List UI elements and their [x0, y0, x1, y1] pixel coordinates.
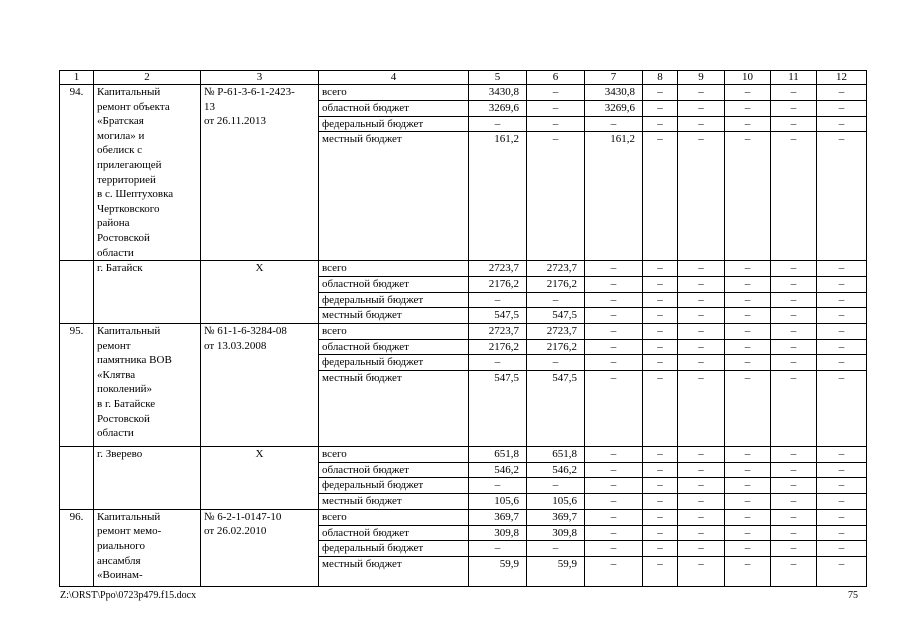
document-reference: № Р-61-3-6-1-2423- 13 от 26.11.2013 [201, 85, 319, 261]
value-cell-col-11: – [771, 308, 817, 324]
value-cell-col-9: – [678, 556, 725, 586]
value-cell-col-12: – [817, 292, 867, 308]
value-cell-col-10: – [725, 308, 771, 324]
value-cell-col-9: – [678, 292, 725, 308]
value-cell-col-9: – [678, 494, 725, 510]
value-cell-col-11: – [771, 85, 817, 101]
funding-source: местный бюджет [319, 556, 469, 586]
value-cell-col-11: – [771, 323, 817, 339]
value-cell-col-8: – [643, 339, 678, 355]
value-cell-col-5: 2723,7 [469, 323, 527, 339]
value-cell-col-8: – [643, 462, 678, 478]
item-number [60, 261, 94, 324]
value-cell-col-6: 2723,7 [527, 323, 585, 339]
funding-source: областной бюджет [319, 525, 469, 541]
value-cell-col-10: – [725, 261, 771, 277]
value-cell-col-8: – [643, 85, 678, 101]
funding-source: федеральный бюджет [319, 116, 469, 132]
value-cell-col-12: – [817, 323, 867, 339]
value-cell-col-8: – [643, 276, 678, 292]
value-cell-col-7: – [585, 355, 643, 371]
value-cell-col-8: – [643, 355, 678, 371]
document-reference: X [201, 447, 319, 510]
value-cell-col-10: – [725, 292, 771, 308]
value-cell-col-11: – [771, 261, 817, 277]
column-header-8: 8 [643, 71, 678, 85]
funding-source: всего [319, 323, 469, 339]
object-name: Капитальный ремонт мемо- риального ансамбля «Воинам- [94, 509, 201, 586]
value-cell-col-12: – [817, 339, 867, 355]
value-cell-col-12: – [817, 525, 867, 541]
value-cell-col-10: – [725, 371, 771, 447]
funding-source: местный бюджет [319, 371, 469, 447]
funding-source: федеральный бюджет [319, 292, 469, 308]
column-header-11: 11 [771, 71, 817, 85]
value-cell-col-7: – [585, 447, 643, 463]
value-cell-col-9: – [678, 478, 725, 494]
value-cell-col-11: – [771, 478, 817, 494]
value-cell-col-7: – [585, 261, 643, 277]
value-cell-col-6: – [527, 85, 585, 101]
value-cell-col-12: – [817, 85, 867, 101]
value-cell-col-8: – [643, 292, 678, 308]
value-cell-col-6: 369,7 [527, 509, 585, 525]
value-cell-col-6: 547,5 [527, 371, 585, 447]
value-cell-col-5: 2176,2 [469, 339, 527, 355]
value-cell-col-7: – [585, 509, 643, 525]
value-cell-col-5: 2723,7 [469, 261, 527, 277]
funding-source: всего [319, 85, 469, 101]
column-header-12: 12 [817, 71, 867, 85]
column-header-3: 3 [201, 71, 319, 85]
value-cell-col-6: 309,8 [527, 525, 585, 541]
value-cell-col-11: – [771, 355, 817, 371]
value-cell-col-6: – [527, 292, 585, 308]
value-cell-col-10: – [725, 132, 771, 261]
value-cell-col-6: 2176,2 [527, 276, 585, 292]
document-reference: № 61-1-6-3284-08 от 13.03.2008 [201, 323, 319, 446]
value-cell-col-11: – [771, 116, 817, 132]
table-body [60, 71, 867, 587]
value-cell-col-8: – [643, 447, 678, 463]
value-cell-col-8: – [643, 323, 678, 339]
value-cell-col-12: – [817, 494, 867, 510]
value-cell-col-10: – [725, 556, 771, 586]
funding-source: местный бюджет [319, 132, 469, 261]
value-cell-col-9: – [678, 85, 725, 101]
value-cell-col-7: – [585, 541, 643, 557]
value-cell-col-11: – [771, 462, 817, 478]
value-cell-col-8: – [643, 132, 678, 261]
value-cell-col-5: 547,5 [469, 308, 527, 324]
value-cell-col-9: – [678, 462, 725, 478]
table-row [60, 323, 867, 339]
value-cell-col-9: – [678, 339, 725, 355]
value-cell-col-6: – [527, 541, 585, 557]
value-cell-col-7: 161,2 [585, 132, 643, 261]
value-cell-col-12: – [817, 261, 867, 277]
value-cell-col-10: – [725, 462, 771, 478]
value-cell-col-8: – [643, 100, 678, 116]
value-cell-col-10: – [725, 478, 771, 494]
column-header-9: 9 [678, 71, 725, 85]
funding-source: областной бюджет [319, 100, 469, 116]
column-header-2: 2 [94, 71, 201, 85]
value-cell-col-9: – [678, 308, 725, 324]
value-cell-col-12: – [817, 355, 867, 371]
value-cell-col-10: – [725, 276, 771, 292]
value-cell-col-11: – [771, 494, 817, 510]
value-cell-col-10: – [725, 323, 771, 339]
value-cell-col-11: – [771, 556, 817, 586]
column-header-4: 4 [319, 71, 469, 85]
value-cell-col-9: – [678, 276, 725, 292]
value-cell-col-8: – [643, 371, 678, 447]
value-cell-col-10: – [725, 85, 771, 101]
value-cell-col-7: – [585, 462, 643, 478]
value-cell-col-7: – [585, 276, 643, 292]
funding-source: всего [319, 509, 469, 525]
value-cell-col-5: 309,8 [469, 525, 527, 541]
value-cell-col-5: – [469, 355, 527, 371]
value-cell-col-7: – [585, 525, 643, 541]
value-cell-col-8: – [643, 261, 678, 277]
funding-source: областной бюджет [319, 339, 469, 355]
value-cell-col-9: – [678, 132, 725, 261]
value-cell-col-5: 547,5 [469, 371, 527, 447]
item-number: 96. [60, 509, 94, 586]
value-cell-col-11: – [771, 276, 817, 292]
column-header-6: 6 [527, 71, 585, 85]
value-cell-col-11: – [771, 100, 817, 116]
value-cell-col-5: 2176,2 [469, 276, 527, 292]
document-reference: X [201, 261, 319, 324]
value-cell-col-6: – [527, 132, 585, 261]
header-row [60, 71, 867, 85]
value-cell-col-7: – [585, 556, 643, 586]
value-cell-col-11: – [771, 371, 817, 447]
value-cell-col-6: – [527, 116, 585, 132]
value-cell-col-5: – [469, 116, 527, 132]
table-row [60, 85, 867, 101]
value-cell-col-9: – [678, 525, 725, 541]
value-cell-col-9: – [678, 355, 725, 371]
value-cell-col-7: 3430,8 [585, 85, 643, 101]
value-cell-col-12: – [817, 447, 867, 463]
value-cell-col-5: 651,8 [469, 447, 527, 463]
value-cell-col-9: – [678, 323, 725, 339]
value-cell-col-8: – [643, 116, 678, 132]
value-cell-col-10: – [725, 494, 771, 510]
value-cell-col-10: – [725, 509, 771, 525]
value-cell-col-8: – [643, 525, 678, 541]
value-cell-col-8: – [643, 509, 678, 525]
funding-source: всего [319, 447, 469, 463]
value-cell-col-10: – [725, 116, 771, 132]
value-cell-col-9: – [678, 100, 725, 116]
value-cell-col-9: – [678, 509, 725, 525]
column-header-10: 10 [725, 71, 771, 85]
table-row [60, 447, 867, 463]
value-cell-col-9: – [678, 371, 725, 447]
value-cell-col-8: – [643, 308, 678, 324]
funding-source: федеральный бюджет [319, 541, 469, 557]
value-cell-col-8: – [643, 556, 678, 586]
item-number: 95. [60, 323, 94, 446]
value-cell-col-9: – [678, 447, 725, 463]
value-cell-col-6: 59,9 [527, 556, 585, 586]
object-name: Капитальный ремонт памятника ВОВ «Клятва поколений» в г. Батайске Ростовской области [94, 323, 201, 446]
value-cell-col-8: – [643, 494, 678, 510]
object-name: Капитальный ремонт объекта «Братская могила» и обелиск с прилегающей территорией в с. Шептуховка Чертковского района Ростовской области [94, 85, 201, 261]
value-cell-col-12: – [817, 541, 867, 557]
value-cell-col-5: 3430,8 [469, 85, 527, 101]
value-cell-col-6: – [527, 478, 585, 494]
value-cell-col-12: – [817, 100, 867, 116]
funding-source: местный бюджет [319, 494, 469, 510]
document-reference: № 6-2-1-0147-10 от 26.02.2010 [201, 509, 319, 586]
value-cell-col-10: – [725, 100, 771, 116]
value-cell-col-6: 105,6 [527, 494, 585, 510]
value-cell-col-11: – [771, 339, 817, 355]
value-cell-col-7: 3269,6 [585, 100, 643, 116]
value-cell-col-12: – [817, 132, 867, 261]
value-cell-col-5: 369,7 [469, 509, 527, 525]
value-cell-col-7: – [585, 371, 643, 447]
value-cell-col-10: – [725, 541, 771, 557]
value-cell-col-12: – [817, 371, 867, 447]
value-cell-col-8: – [643, 541, 678, 557]
value-cell-col-5: – [469, 478, 527, 494]
value-cell-col-6: 2176,2 [527, 339, 585, 355]
funding-source: федеральный бюджет [319, 355, 469, 371]
value-cell-col-5: – [469, 541, 527, 557]
funding-source: областной бюджет [319, 462, 469, 478]
value-cell-col-11: – [771, 541, 817, 557]
value-cell-col-11: – [771, 132, 817, 261]
value-cell-col-5: 161,2 [469, 132, 527, 261]
value-cell-col-7: – [585, 339, 643, 355]
value-cell-col-5: 546,2 [469, 462, 527, 478]
value-cell-col-12: – [817, 116, 867, 132]
budget-table [59, 70, 867, 587]
column-header-7: 7 [585, 71, 643, 85]
value-cell-col-11: – [771, 447, 817, 463]
value-cell-col-7: – [585, 292, 643, 308]
value-cell-col-12: – [817, 478, 867, 494]
value-cell-col-10: – [725, 355, 771, 371]
value-cell-col-10: – [725, 339, 771, 355]
value-cell-col-6: 651,8 [527, 447, 585, 463]
value-cell-col-5: 105,6 [469, 494, 527, 510]
value-cell-col-6: 2723,7 [527, 261, 585, 277]
value-cell-col-6: – [527, 100, 585, 116]
value-cell-col-11: – [771, 292, 817, 308]
column-header-5: 5 [469, 71, 527, 85]
value-cell-col-10: – [725, 447, 771, 463]
column-header-1: 1 [60, 71, 94, 85]
object-name: г. Зверево [94, 447, 201, 510]
funding-source: местный бюджет [319, 308, 469, 324]
value-cell-col-9: – [678, 116, 725, 132]
value-cell-col-12: – [817, 509, 867, 525]
value-cell-col-6: 547,5 [527, 308, 585, 324]
object-name: г. Батайск [94, 261, 201, 324]
value-cell-col-5: – [469, 292, 527, 308]
item-number [60, 447, 94, 510]
item-number: 94. [60, 85, 94, 261]
table-row [60, 261, 867, 277]
value-cell-col-11: – [771, 525, 817, 541]
value-cell-col-12: – [817, 462, 867, 478]
value-cell-col-9: – [678, 541, 725, 557]
value-cell-col-7: – [585, 478, 643, 494]
value-cell-col-7: – [585, 494, 643, 510]
value-cell-col-7: – [585, 308, 643, 324]
value-cell-col-10: – [725, 525, 771, 541]
value-cell-col-8: – [643, 478, 678, 494]
value-cell-col-7: – [585, 116, 643, 132]
value-cell-col-5: 3269,6 [469, 100, 527, 116]
value-cell-col-12: – [817, 308, 867, 324]
value-cell-col-12: – [817, 276, 867, 292]
footer-file-path: Z:\ORST\Ppo\0723p479.f15.docx [60, 590, 197, 601]
value-cell-col-12: – [817, 556, 867, 586]
funding-source: областной бюджет [319, 276, 469, 292]
value-cell-col-11: – [771, 509, 817, 525]
value-cell-col-6: – [527, 355, 585, 371]
value-cell-col-6: 546,2 [527, 462, 585, 478]
page-number: 75 [848, 590, 858, 601]
funding-source: федеральный бюджет [319, 478, 469, 494]
funding-source: всего [319, 261, 469, 277]
value-cell-col-7: – [585, 323, 643, 339]
value-cell-col-9: – [678, 261, 725, 277]
value-cell-col-5: 59,9 [469, 556, 527, 586]
table-row [60, 509, 867, 525]
